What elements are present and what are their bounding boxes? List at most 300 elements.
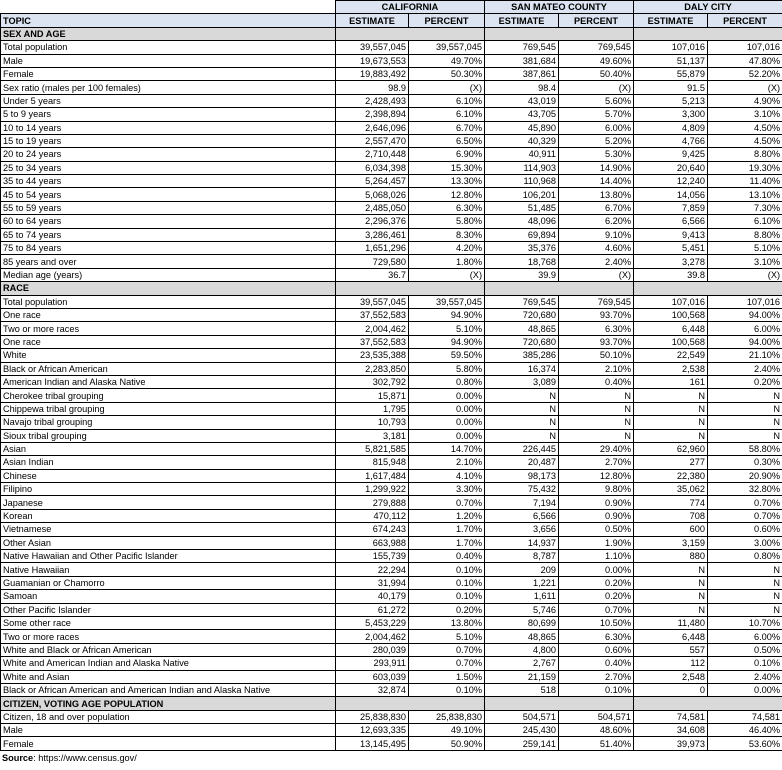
dc-est-cell: 2,548 (634, 670, 708, 683)
sm-est-cell: 40,329 (485, 134, 559, 147)
topic-cell: 25 to 34 years (1, 161, 336, 174)
table-row (1, 483, 782, 496)
table-row (1, 255, 782, 268)
sm-est-cell: 43,019 (485, 94, 559, 107)
ca-pct-cell: 1.50% (409, 670, 485, 683)
ca-pct-cell: 6.50% (409, 134, 485, 147)
section-fill-cell (336, 697, 485, 710)
ca-est-cell: 15,871 (336, 389, 409, 402)
ca-pct-cell: 1.20% (409, 509, 485, 522)
table-row (1, 81, 782, 94)
sm-est-cell: N (485, 416, 559, 429)
topic-cell: 60 to 64 years (1, 215, 336, 228)
dc-pct-cell: 3.10% (708, 255, 782, 268)
topic-cell: Cherokee tribal grouping (1, 389, 336, 402)
dc-est-cell: 107,016 (634, 41, 708, 54)
dc-est-cell: 3,159 (634, 536, 708, 549)
dc-est-cell: N (634, 603, 708, 616)
table-row (1, 683, 782, 696)
sm-est-cell: 40,911 (485, 148, 559, 161)
ca-pct-cell: 59.50% (409, 349, 485, 362)
table-row (1, 563, 782, 576)
sm-pct-cell: 6.00% (559, 121, 634, 134)
sm-pct-cell: 5.60% (559, 94, 634, 107)
topic-cell: 10 to 14 years (1, 121, 336, 134)
ca-est-cell: 6,034,398 (336, 161, 409, 174)
sm-est-cell: 769,545 (485, 41, 559, 54)
dc-pct-cell: 107,016 (708, 295, 782, 308)
topic-cell: Two or more races (1, 322, 336, 335)
ca-est-cell: 19,883,492 (336, 67, 409, 80)
dc-pct-cell: 6.00% (708, 630, 782, 643)
sm-est-cell: 35,376 (485, 242, 559, 255)
sm-pct-cell: 93.70% (559, 308, 634, 321)
ca-pct-cell: (X) (409, 268, 485, 281)
sm-pct-cell: 6.70% (559, 201, 634, 214)
table-row (1, 67, 782, 80)
sm-est-cell: 518 (485, 683, 559, 696)
topic-cell: Male (1, 724, 336, 737)
topic-cell: White (1, 349, 336, 362)
table-row (1, 523, 782, 536)
table-row (1, 349, 782, 362)
topic-cell: Black or African American and American Indian and Alaska Native (1, 683, 336, 696)
dc-pct-cell: N (708, 563, 782, 576)
topic-cell: 45 to 54 years (1, 188, 336, 201)
sm-pct-cell: 0.40% (559, 375, 634, 388)
sm-pct-cell: 13.80% (559, 188, 634, 201)
ca-est-cell: 1,651,296 (336, 242, 409, 255)
ca-est-cell: 98.9 (336, 81, 409, 94)
topic-cell: Vietnamese (1, 523, 336, 536)
table-row (1, 188, 782, 201)
dc-est-cell: N (634, 416, 708, 429)
sm-pct-cell: (X) (559, 81, 634, 94)
ca-pct-cell: 0.00% (409, 389, 485, 402)
ca-est-cell: 23,535,388 (336, 349, 409, 362)
ca-est-cell: 5,068,026 (336, 188, 409, 201)
dc-est-cell: 100,568 (634, 335, 708, 348)
dc-est-cell: 11,480 (634, 616, 708, 629)
dc-est-cell: 51,137 (634, 54, 708, 67)
dc-pct-cell: N (708, 590, 782, 603)
table-row (1, 375, 782, 388)
sm-pct-cell: 49.60% (559, 54, 634, 67)
dc-pct-cell: 4.50% (708, 121, 782, 134)
sm-est-cell: 245,430 (485, 724, 559, 737)
dc-pct-cell: N (708, 603, 782, 616)
table-row (1, 242, 782, 255)
sm-pct-cell: 2.70% (559, 670, 634, 683)
topic-cell: Total population (1, 41, 336, 54)
sm-pct-cell: N (559, 389, 634, 402)
section-fill-cell (634, 282, 782, 295)
sm-est-cell: 4,800 (485, 643, 559, 656)
ca-est-cell: 31,994 (336, 576, 409, 589)
table-row (1, 509, 782, 522)
sm-pct-cell: 51.40% (559, 737, 634, 750)
topic-cell: American Indian and Alaska Native (1, 375, 336, 388)
ca-pct-cell: 1.70% (409, 536, 485, 549)
sm-pct-cell: 2.10% (559, 362, 634, 375)
sm-est-cell: 114,903 (485, 161, 559, 174)
ca-est-cell: 603,039 (336, 670, 409, 683)
table-row (1, 550, 782, 563)
sm-est-cell: 2,767 (485, 657, 559, 670)
ca-est-cell: 674,243 (336, 523, 409, 536)
ca-pct-cell: 0.00% (409, 416, 485, 429)
ca-pct-cell: 0.00% (409, 429, 485, 442)
ca-pct-cell: 0.20% (409, 603, 485, 616)
table-row (1, 322, 782, 335)
table-row (1, 295, 782, 308)
sm-pct-cell: 50.40% (559, 67, 634, 80)
topic-cell: 35 to 44 years (1, 175, 336, 188)
topic-cell: Some other race (1, 616, 336, 629)
table-row (1, 616, 782, 629)
ca-est-cell: 2,398,894 (336, 108, 409, 121)
sm-pct-cell: 0.50% (559, 523, 634, 536)
ca-est-cell: 2,296,376 (336, 215, 409, 228)
dc-est-cell: 3,278 (634, 255, 708, 268)
table-row (1, 389, 782, 402)
topic-cell: Filipino (1, 483, 336, 496)
dc-pct-cell: N (708, 389, 782, 402)
table-row (1, 603, 782, 616)
topic-cell: Korean (1, 509, 336, 522)
sm-pct-cell: 48.60% (559, 724, 634, 737)
sm-est-cell: 7,194 (485, 496, 559, 509)
dc-est-cell: 34,608 (634, 724, 708, 737)
ca-est-cell: 279,888 (336, 496, 409, 509)
sm-percent-header: PERCENT (559, 14, 634, 27)
sm-pct-cell: 50.10% (559, 349, 634, 362)
sm-est-cell: 48,865 (485, 322, 559, 335)
sm-pct-cell: 2.40% (559, 255, 634, 268)
ca-pct-cell: 0.10% (409, 683, 485, 696)
topic-cell: 5 to 9 years (1, 108, 336, 121)
dc-pct-cell: 53.60% (708, 737, 782, 750)
dc-est-cell: 12,240 (634, 175, 708, 188)
dc-est-cell: 600 (634, 523, 708, 536)
ca-pct-cell: 1.70% (409, 523, 485, 536)
ca-pct-cell: 0.70% (409, 643, 485, 656)
topic-cell: White and American Indian and Alaska Native (1, 657, 336, 670)
ca-est-cell: 2,710,448 (336, 148, 409, 161)
table-row (1, 429, 782, 442)
ca-est-cell: 280,039 (336, 643, 409, 656)
sm-pct-cell: 6.20% (559, 215, 634, 228)
sm-pct-cell: 0.90% (559, 509, 634, 522)
ca-est-cell: 663,988 (336, 536, 409, 549)
dc-est-cell: 161 (634, 375, 708, 388)
sm-est-cell: 48,096 (485, 215, 559, 228)
dc-est-cell: 7,859 (634, 201, 708, 214)
dc-pct-cell: 0.20% (708, 375, 782, 388)
sm-est-cell: 720,680 (485, 308, 559, 321)
ca-est-cell: 5,821,585 (336, 442, 409, 455)
section-fill-cell (336, 282, 485, 295)
topic-cell: Other Pacific Islander (1, 603, 336, 616)
ca-est-cell: 1,299,922 (336, 483, 409, 496)
dc-est-cell: 774 (634, 496, 708, 509)
sm-est-cell: 720,680 (485, 335, 559, 348)
dc-pct-cell: 4.90% (708, 94, 782, 107)
ca-pct-cell: 39,557,045 (409, 295, 485, 308)
table-row (1, 94, 782, 107)
dc-est-cell: N (634, 563, 708, 576)
sm-est-cell: N (485, 389, 559, 402)
ca-estimate-header: ESTIMATE (336, 14, 409, 27)
sm-est-cell: 3,656 (485, 523, 559, 536)
dc-pct-cell: 4.50% (708, 134, 782, 147)
table-row (1, 710, 782, 723)
ca-est-cell: 2,283,850 (336, 362, 409, 375)
table-row (1, 469, 782, 482)
ca-pct-cell: 39,557,045 (409, 41, 485, 54)
section-fill-cell (336, 27, 485, 40)
sm-pct-cell: 93.70% (559, 335, 634, 348)
dc-est-cell: 112 (634, 657, 708, 670)
topic-cell: 65 to 74 years (1, 228, 336, 241)
dc-est-cell: N (634, 576, 708, 589)
dc-est-cell: 91.5 (634, 81, 708, 94)
dc-est-cell: 708 (634, 509, 708, 522)
dc-est-cell: 6,448 (634, 630, 708, 643)
sm-pct-cell: 1.10% (559, 550, 634, 563)
ca-pct-cell: 49.10% (409, 724, 485, 737)
sm-pct-cell: 9.80% (559, 483, 634, 496)
dc-pct-cell: 0.60% (708, 523, 782, 536)
dc-pct-cell: 3.10% (708, 108, 782, 121)
topic-cell: Male (1, 54, 336, 67)
dc-pct-cell: 94.00% (708, 335, 782, 348)
sm-est-cell: 21,159 (485, 670, 559, 683)
topic-cell: 55 to 59 years (1, 201, 336, 214)
ca-pct-cell: 5.10% (409, 630, 485, 643)
table-row (1, 108, 782, 121)
ca-est-cell: 2,646,096 (336, 121, 409, 134)
sm-est-cell: 20,487 (485, 456, 559, 469)
dc-estimate-header: ESTIMATE (634, 14, 708, 27)
topic-cell: Two or more races (1, 630, 336, 643)
ca-est-cell: 3,181 (336, 429, 409, 442)
section-title: RACE (1, 282, 336, 295)
dc-pct-cell: 21.10% (708, 349, 782, 362)
source-url: : https://www.census.gov/ (33, 752, 137, 763)
table-row (1, 536, 782, 549)
dc-est-cell: 4,766 (634, 134, 708, 147)
topic-cell: White and Black or African American (1, 643, 336, 656)
dc-pct-cell: 2.40% (708, 362, 782, 375)
sm-est-cell: 14,937 (485, 536, 559, 549)
dc-pct-cell: 20.90% (708, 469, 782, 482)
sm-pct-cell: 0.70% (559, 603, 634, 616)
topic-cell: 15 to 19 years (1, 134, 336, 147)
dc-est-cell: 5,451 (634, 242, 708, 255)
ca-est-cell: 1,795 (336, 402, 409, 415)
dc-pct-cell: 0.10% (708, 657, 782, 670)
table-row (1, 456, 782, 469)
topic-cell: White and Asian (1, 670, 336, 683)
dc-est-cell: 880 (634, 550, 708, 563)
dc-est-cell: 39,973 (634, 737, 708, 750)
ca-percent-header: PERCENT (409, 14, 485, 27)
section-title: CITIZEN, VOTING AGE POPULATION (1, 697, 336, 710)
sm-pct-cell: 5.30% (559, 148, 634, 161)
sm-pct-cell: 12.80% (559, 469, 634, 482)
section-header-row (1, 282, 782, 295)
ca-est-cell: 5,453,229 (336, 616, 409, 629)
dc-est-cell: 62,960 (634, 442, 708, 455)
sm-pct-cell: N (559, 402, 634, 415)
dc-percent-header: PERCENT (708, 14, 782, 27)
sm-pct-cell: 14.40% (559, 175, 634, 188)
ca-pct-cell: 94.90% (409, 308, 485, 321)
table-row (1, 576, 782, 589)
ca-pct-cell: 25,838,830 (409, 710, 485, 723)
ca-pct-cell: 2.10% (409, 456, 485, 469)
topic-cell: Female (1, 67, 336, 80)
table-row (1, 724, 782, 737)
ca-pct-cell: 50.30% (409, 67, 485, 80)
sm-pct-cell: 2.70% (559, 456, 634, 469)
dc-est-cell: 35,062 (634, 483, 708, 496)
ca-pct-cell: 13.80% (409, 616, 485, 629)
dc-pct-cell: N (708, 416, 782, 429)
sm-pct-cell: 0.40% (559, 657, 634, 670)
table-row (1, 335, 782, 348)
dc-pct-cell: (X) (708, 268, 782, 281)
topic-cell: Guamanian or Chamorro (1, 576, 336, 589)
sm-est-cell: 5,746 (485, 603, 559, 616)
table-row (1, 148, 782, 161)
sm-pct-cell: 0.60% (559, 643, 634, 656)
dc-pct-cell: 3.00% (708, 536, 782, 549)
sm-est-cell: N (485, 429, 559, 442)
table-row (1, 402, 782, 415)
ca-pct-cell: 0.70% (409, 657, 485, 670)
ca-est-cell: 2,557,470 (336, 134, 409, 147)
dc-pct-cell: 74,581 (708, 710, 782, 723)
table-row (1, 228, 782, 241)
ca-est-cell: 12,693,335 (336, 724, 409, 737)
topic-cell: Samoan (1, 590, 336, 603)
sm-est-cell: 106,201 (485, 188, 559, 201)
dc-est-cell: 2,538 (634, 362, 708, 375)
ca-est-cell: 37,552,583 (336, 335, 409, 348)
ca-pct-cell: (X) (409, 81, 485, 94)
ca-est-cell: 37,552,583 (336, 308, 409, 321)
ca-est-cell: 2,428,493 (336, 94, 409, 107)
sm-est-cell: 8,787 (485, 550, 559, 563)
ca-est-cell: 302,792 (336, 375, 409, 388)
ca-est-cell: 2,485,050 (336, 201, 409, 214)
dc-pct-cell: 0.70% (708, 509, 782, 522)
sm-pct-cell: 504,571 (559, 710, 634, 723)
dc-est-cell: N (634, 402, 708, 415)
table-row (1, 670, 782, 683)
dc-est-cell: N (634, 429, 708, 442)
table-row (1, 442, 782, 455)
topic-cell: 85 years and over (1, 255, 336, 268)
sm-pct-cell: 6.30% (559, 630, 634, 643)
ca-est-cell: 3,286,461 (336, 228, 409, 241)
table-row (1, 134, 782, 147)
topic-cell: Other Asian (1, 536, 336, 549)
dc-pct-cell: 2.40% (708, 670, 782, 683)
section-fill-cell (634, 697, 782, 710)
dc-pct-cell: 6.10% (708, 215, 782, 228)
sm-pct-cell: 769,545 (559, 41, 634, 54)
table-row (1, 201, 782, 214)
dc-pct-cell: 11.40% (708, 175, 782, 188)
sm-pct-cell: 0.20% (559, 576, 634, 589)
topic-cell: Native Hawaiian (1, 563, 336, 576)
section-fill-cell (485, 697, 634, 710)
sm-pct-cell: 0.20% (559, 590, 634, 603)
sm-est-cell: 769,545 (485, 295, 559, 308)
ca-pct-cell: 0.10% (409, 590, 485, 603)
dc-pct-cell: 58.80% (708, 442, 782, 455)
dc-pct-cell: 0.80% (708, 550, 782, 563)
sm-est-cell: 16,374 (485, 362, 559, 375)
sm-est-cell: 98,173 (485, 469, 559, 482)
sm-pct-cell: 6.30% (559, 322, 634, 335)
table-row (1, 590, 782, 603)
topic-cell: One race (1, 335, 336, 348)
column-header-row (1, 14, 782, 27)
sm-pct-cell: N (559, 416, 634, 429)
dc-pct-cell: 5.10% (708, 242, 782, 255)
table-row (1, 643, 782, 656)
ca-est-cell: 39,557,045 (336, 295, 409, 308)
sm-est-cell: 6,566 (485, 509, 559, 522)
section-fill-cell (485, 282, 634, 295)
section-header-row (1, 27, 782, 40)
ca-est-cell: 470,112 (336, 509, 409, 522)
table-row (1, 496, 782, 509)
dc-est-cell: 14,056 (634, 188, 708, 201)
header-blank-cell (1, 1, 336, 14)
dc-est-cell: N (634, 389, 708, 402)
ca-pct-cell: 4.10% (409, 469, 485, 482)
dc-est-cell: 74,581 (634, 710, 708, 723)
dc-pct-cell: 6.00% (708, 322, 782, 335)
ca-est-cell: 155,739 (336, 550, 409, 563)
ca-est-cell: 815,948 (336, 456, 409, 469)
ca-pct-cell: 0.10% (409, 563, 485, 576)
table-row (1, 54, 782, 67)
dc-pct-cell: 0.50% (708, 643, 782, 656)
ca-pct-cell: 6.10% (409, 108, 485, 121)
topic-cell: Median age (years) (1, 268, 336, 281)
ca-pct-cell: 50.90% (409, 737, 485, 750)
dc-pct-cell: (X) (708, 81, 782, 94)
dc-est-cell: 55,879 (634, 67, 708, 80)
dc-est-cell: 6,448 (634, 322, 708, 335)
dc-pct-cell: 8.80% (708, 228, 782, 241)
sm-est-cell: 1,611 (485, 590, 559, 603)
dc-pct-cell: 0.00% (708, 683, 782, 696)
section-fill-cell (634, 27, 782, 40)
table-body (1, 27, 782, 750)
ca-pct-cell: 6.30% (409, 201, 485, 214)
topic-cell: Chippewa tribal grouping (1, 402, 336, 415)
sm-pct-cell: N (559, 429, 634, 442)
sm-est-cell: 98.4 (485, 81, 559, 94)
ca-est-cell: 13,145,495 (336, 737, 409, 750)
